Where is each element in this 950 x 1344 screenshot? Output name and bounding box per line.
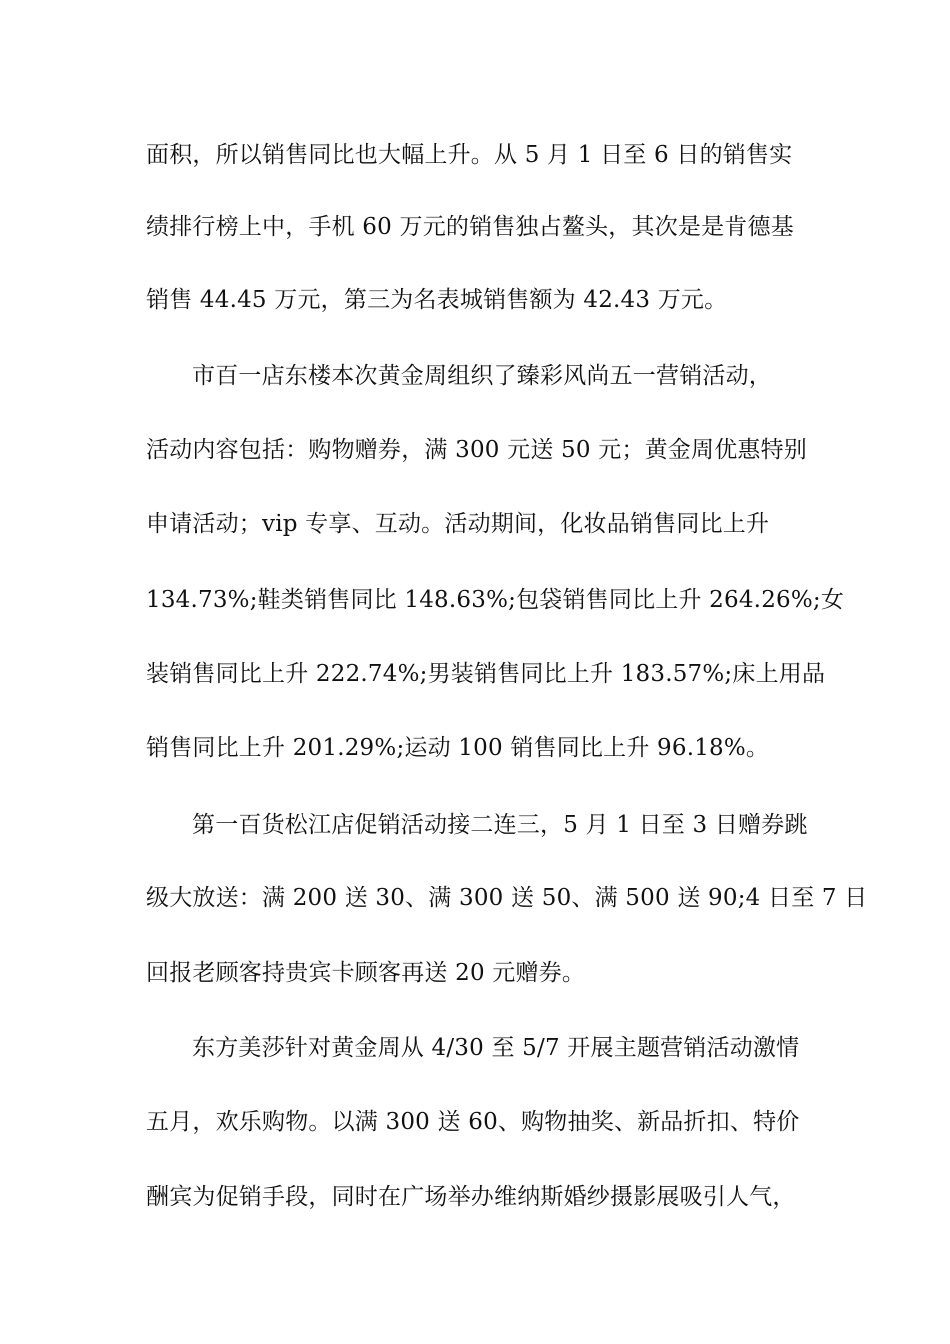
text-line: 活动内容包括：购物赠券，满 300 元送 50 元；黄金周优惠特别 [146,437,808,463]
text-line: 绩排行榜上中，手机 60 万元的销售独占鳌头，其次是是肯德基 [146,214,794,240]
paragraph-first-line: 东方美莎针对黄金周从 4/30 至 5/7 开展主题营销活动激情 [192,1035,800,1061]
text-line: 销售同比上升 201.29%;运动 100 销售同比上升 96.18%。 [146,735,770,761]
text-line: 回报老顾客持贵宾卡顾客再送 20 元赠券。 [146,960,586,986]
text-line: 面积，所以销售同比也大幅上升。从 5 月 1 日至 6 日的销售实 [146,142,793,168]
text-line: 酬宾为促销手段，同时在广场举办维纳斯婚纱摄影展吸引人气， [146,1184,796,1210]
text-line: 申请活动；vip 专享、互动。活动期间，化妆品销售同比上升 [146,511,770,537]
paragraph-first-line: 市百一店东楼本次黄金周组织了臻彩风尚五一营销活动， [192,363,772,389]
text-line: 134.73%;鞋类销售同比 148.63%;包袋销售同比上升 264.26%;女 [146,587,845,613]
text-line: 装销售同比上升 222.74%;男装销售同比上升 183.57%;床上用品 [146,661,826,687]
text-line: 级大放送：满 200 送 30、满 300 送 50、满 500 送 90;4 日至 7 日 [146,885,868,911]
paragraph-first-line: 第一百货松江店促销活动接二连三，5 月 1 日至 3 日赠券跳 [192,812,808,838]
text-line: 五月，欢乐购物。以满 300 送 60、购物抽奖、新品折扣、特价 [146,1109,800,1135]
text-line: 销售 44.45 万元，第三为名表城销售额为 42.43 万元。 [146,287,728,313]
